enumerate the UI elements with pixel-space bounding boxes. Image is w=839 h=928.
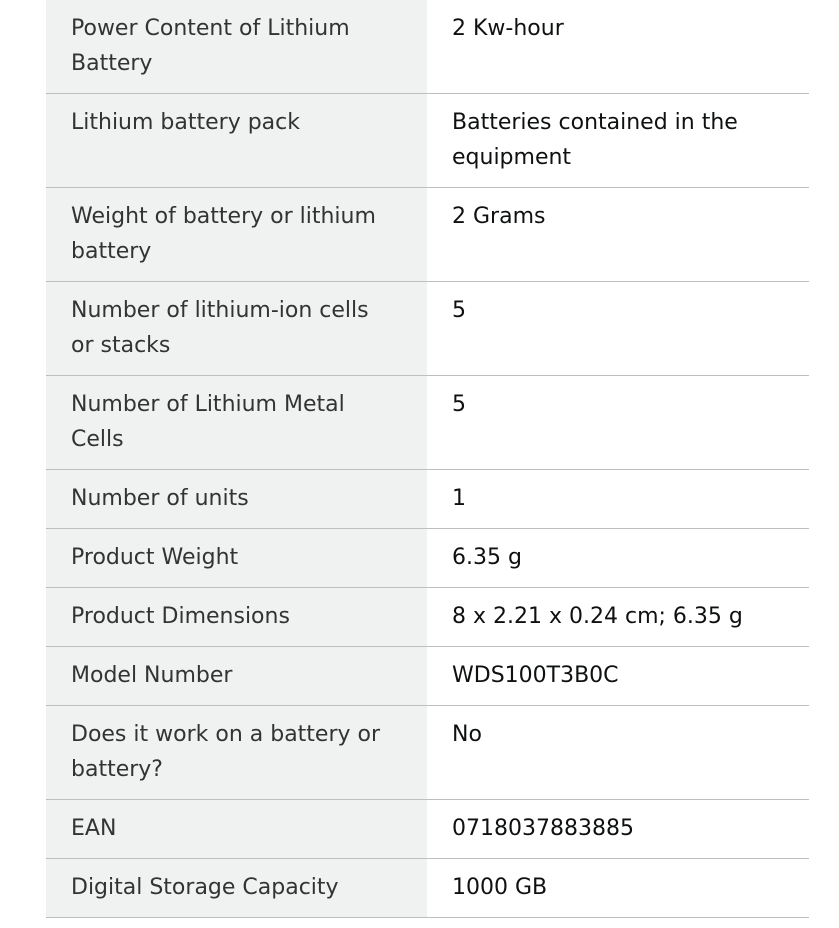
spec-value: 0718037883885	[427, 800, 809, 859]
spec-label: Power Content of Lithium Battery	[46, 0, 427, 94]
spec-label: Number of Lithium Metal Cells	[46, 376, 427, 470]
spec-value: WDS100T3B0C	[427, 647, 809, 706]
spec-row-lithium-power	[46, 0, 809, 94]
spec-value: 5	[427, 376, 809, 470]
spec-value: Batteries contained in the equipment	[427, 94, 809, 188]
spec-label: Does it work on a battery or battery?	[46, 706, 427, 800]
spec-label: Lithium battery pack	[46, 94, 427, 188]
spec-row-model-number	[46, 647, 809, 706]
spec-row-number-of-units	[46, 470, 809, 529]
spec-value: 1	[427, 470, 809, 529]
spec-label: Product Dimensions	[46, 588, 427, 647]
spec-value: 1000 GB	[427, 859, 809, 918]
spec-label: Product Weight	[46, 529, 427, 588]
spec-row-lithium-metal-cells	[46, 376, 809, 470]
spec-row-ean	[46, 800, 809, 859]
spec-row-product-weight	[46, 529, 809, 588]
spec-value: 2 Kw-hour	[427, 0, 809, 94]
spec-label: EAN	[46, 800, 427, 859]
spec-value: 8 x 2.21 x 0.24 cm; 6.35 g	[427, 588, 809, 647]
spec-row-battery-weight	[46, 188, 809, 282]
spec-label: Number of lithium-ion cells or stacks	[46, 282, 427, 376]
spec-row-battery-operated	[46, 706, 809, 800]
product-specifications-table	[46, 0, 809, 918]
spec-row-product-dimensions	[46, 588, 809, 647]
spec-label: Weight of battery or lithium battery	[46, 188, 427, 282]
spec-label: Model Number	[46, 647, 427, 706]
spec-label: Number of units	[46, 470, 427, 529]
spec-label: Digital Storage Capacity	[46, 859, 427, 918]
spec-row-lithium-pack	[46, 94, 809, 188]
spec-value: 2 Grams	[427, 188, 809, 282]
spec-value: No	[427, 706, 809, 800]
spec-row-storage-capacity	[46, 859, 809, 918]
spec-row-lithium-ion-cells	[46, 282, 809, 376]
spec-value: 5	[427, 282, 809, 376]
spec-value: 6.35 g	[427, 529, 809, 588]
